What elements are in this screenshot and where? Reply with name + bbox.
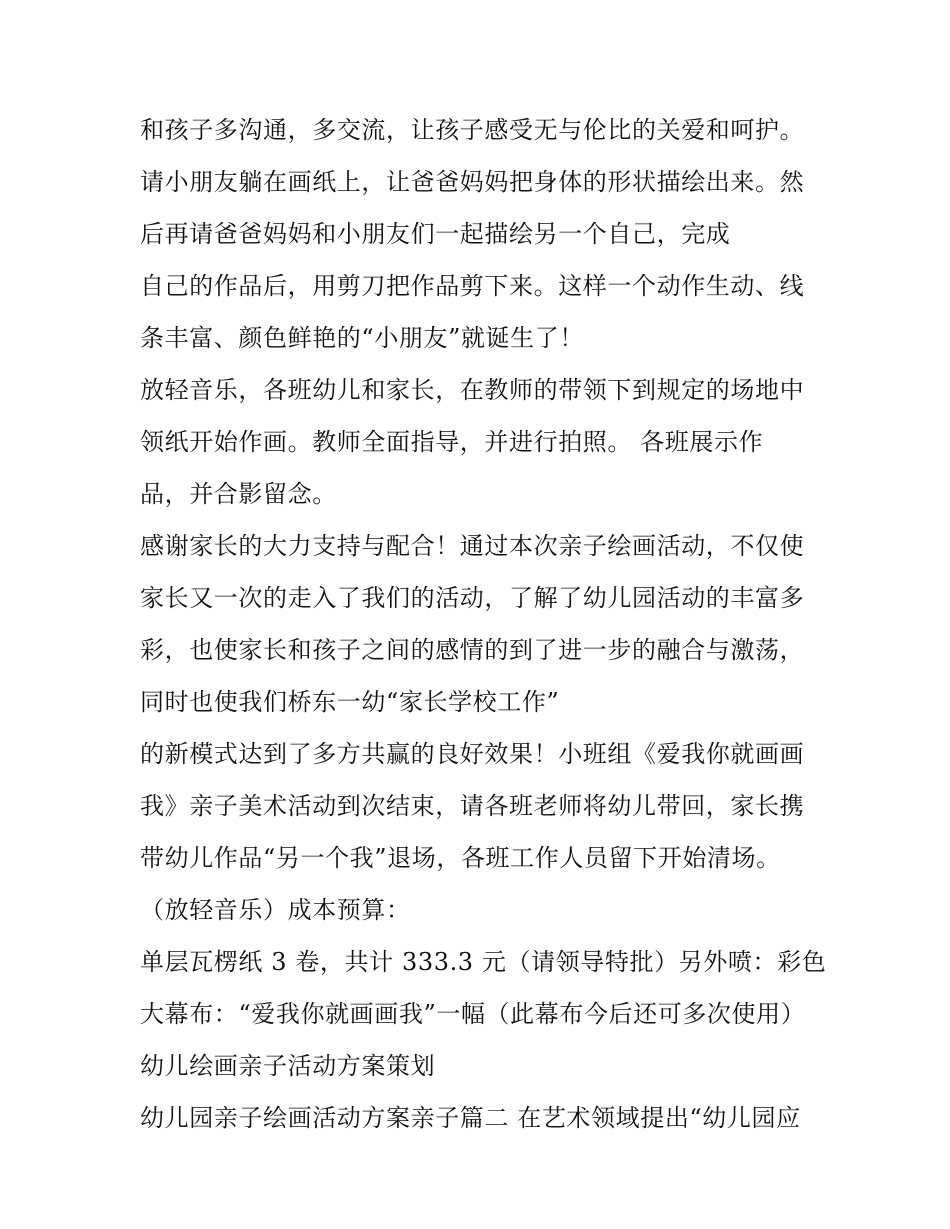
- text-line: 感谢家长的大力支持与配合！通过本次亲子绘画活动，不仅使: [140, 532, 805, 560]
- text-line: 和孩子多沟通，多交流，让孩子感受无与伦比的关爱和呵护。: [140, 116, 805, 144]
- text-line: 彩，也使家长和孩子之间的感情的到了进一步的融合与激荡，: [140, 636, 805, 664]
- text-line: 领纸开始作画。教师全面指导，并进行拍照。 各班展示作: [140, 428, 764, 456]
- text-line: 自己的作品后，用剪刀把作品剪下来。这样一个动作生动、线: [140, 272, 805, 300]
- text-line: 家长又一次的走入了我们的活动，了解了幼儿园活动的丰富多: [140, 584, 805, 612]
- text-line: 带幼儿作品“另一个我”退场，各班工作人员留下开始清场。: [140, 844, 781, 872]
- text-line: 品，并合影留念。: [140, 480, 337, 508]
- text-line: 单层瓦楞纸 3 卷，共计 333.3 元（请领导特批）另外喷：彩色: [140, 948, 827, 976]
- text-line: （放轻音乐）成本预算：: [140, 896, 411, 924]
- text-line: 我》亲子美术活动到次结束，请各班老师将幼儿带回，家长携: [140, 792, 805, 820]
- text-line: 放轻音乐，各班幼儿和家长，在教师的带领下到规定的场地中: [140, 376, 805, 404]
- body-text: [140, 108, 830, 1148]
- text-line: 大幕布：“爱我你就画画我”一幅（此幕布今后还可多次使用）: [140, 1000, 806, 1028]
- text-line: 幼儿绘画亲子活动方案策划: [140, 1052, 436, 1080]
- text-line: 后再请爸爸妈妈和小朋友们一起描绘另一个自己，完成: [140, 220, 731, 248]
- text-line: 请小朋友躺在画纸上，让爸爸妈妈把身体的形状描绘出来。然: [140, 168, 805, 196]
- text-line: 幼儿园亲子绘画活动方案亲子篇二 在艺术领域提出“幼儿园应: [140, 1104, 801, 1132]
- text-line: 的新模式达到了多方共赢的良好效果！小班组《爱我你就画画: [140, 740, 805, 768]
- text-line: 条丰富、颜色鲜艳的“小朋友”就诞生了！: [140, 324, 584, 352]
- text-line: 同时也使我们桥东一幼“家长学校工作”: [140, 688, 560, 716]
